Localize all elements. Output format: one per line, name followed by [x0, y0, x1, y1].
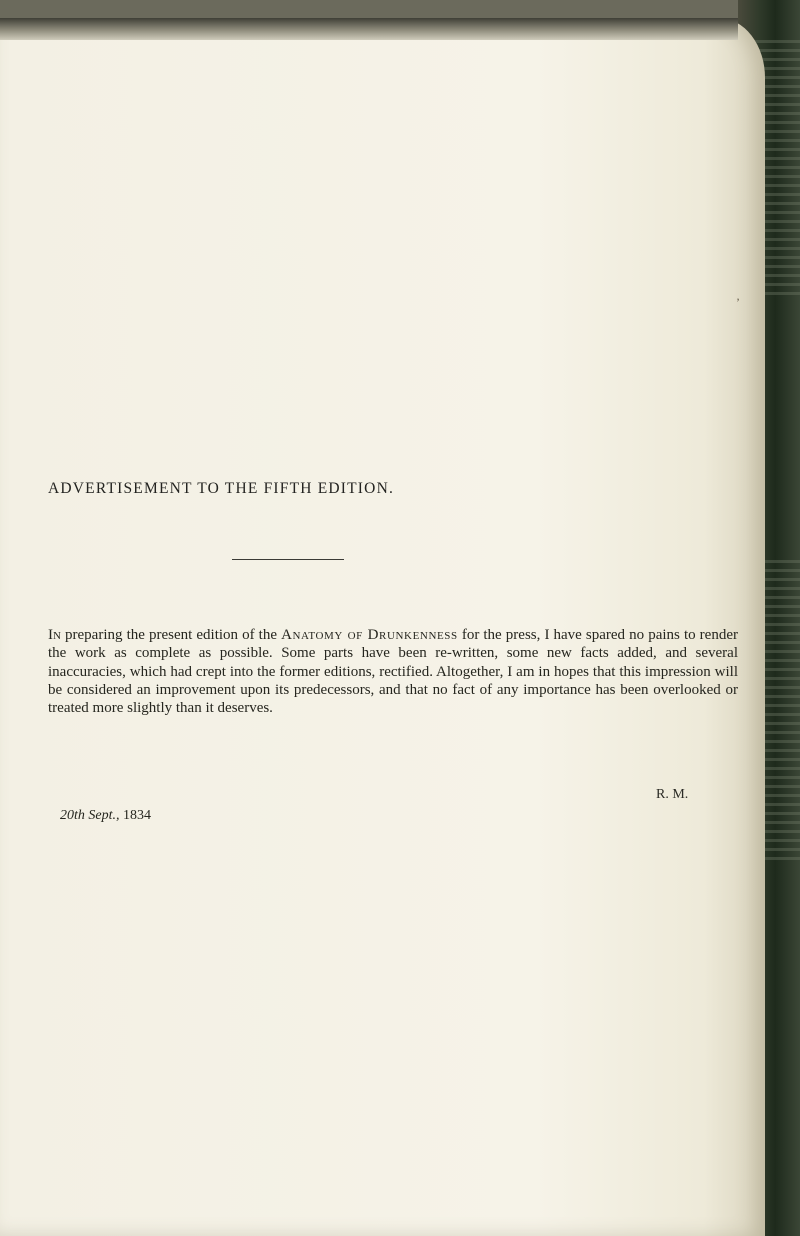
page-heading: ADVERTISEMENT TO THE FIFTH EDITION.	[48, 480, 395, 497]
page-top-edge	[0, 18, 738, 40]
heading-divider	[232, 559, 344, 560]
advertisement-paragraph	[48, 626, 738, 717]
paragraph-lead-word: In	[48, 627, 61, 643]
date-year: 1834	[123, 808, 151, 823]
paragraph-text-part1: preparing the present edition of the	[60, 627, 282, 643]
date-day: 20th Sept.,	[60, 808, 120, 823]
margin-mark: ’	[736, 295, 740, 309]
book-title: Anatomy of Drunkenness	[281, 627, 458, 643]
date-line	[60, 808, 151, 824]
author-initials: R. M.	[656, 787, 689, 802]
paragraph-text-part2: for the press, I have spared no pains to render the work as complete as possible. Some parts have been re-written, some new facts added, and several inaccuracies, which had crept into the former editions, rectified. Altogether, I am in hopes that this impression will be considered an improvement upon its predecessors, and that no fact of any importance has been overlooked or treated more slightly than it deserves.	[48, 627, 738, 717]
